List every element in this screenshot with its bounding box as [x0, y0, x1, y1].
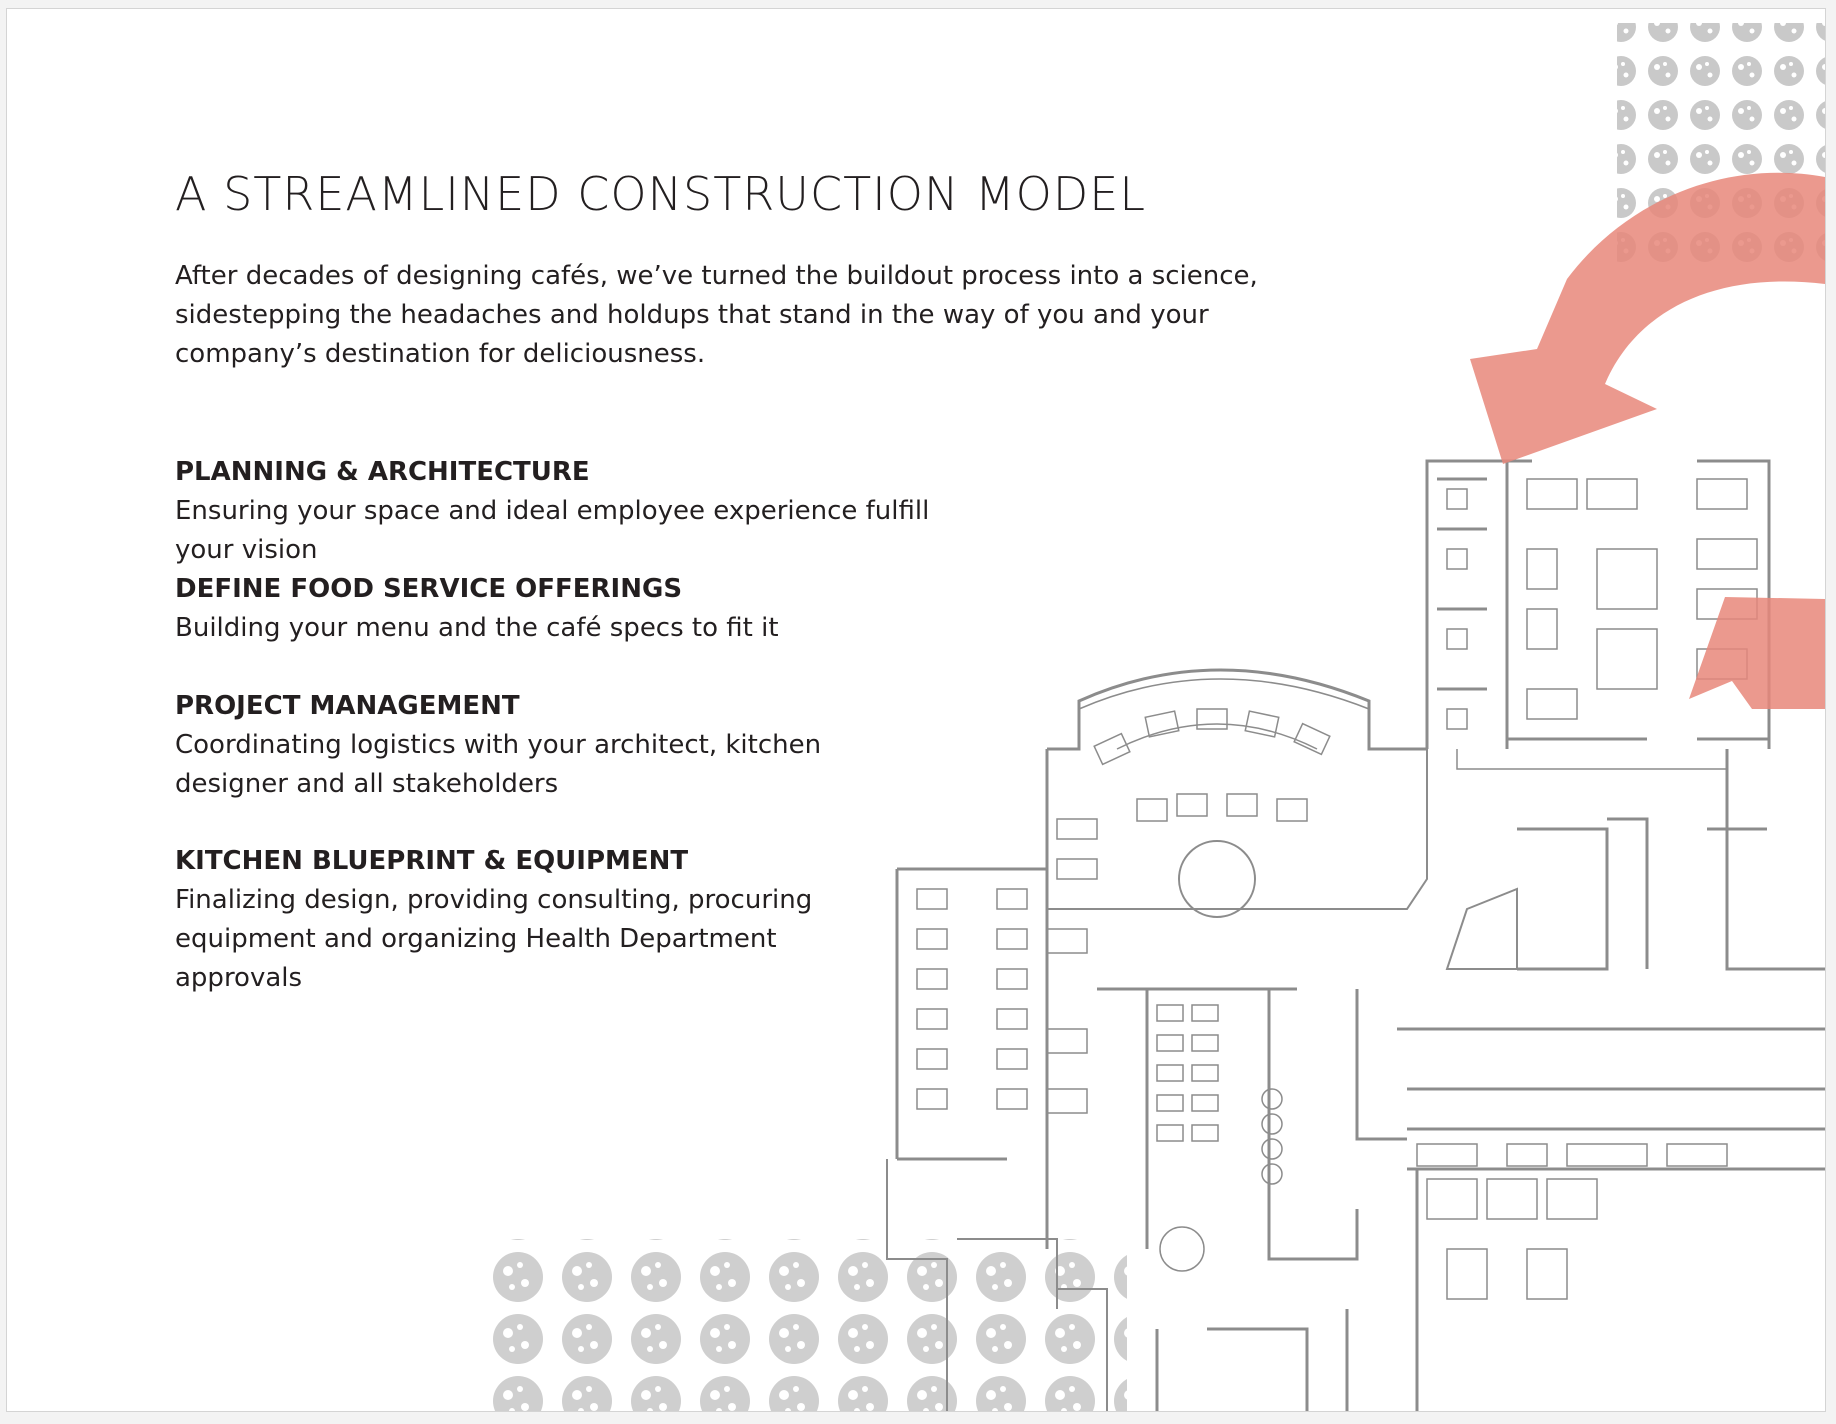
section-description: Building your menu and the café specs to fit it: [175, 613, 779, 643]
section-food-service-offerings: [175, 570, 935, 648]
section-heading: PROJECT MANAGEMENT: [175, 691, 520, 721]
page-title: A STREAMLINED CONSTRUCTION MODEL: [175, 167, 1146, 221]
section-description: Finalizing design, providing consulting, procuring equipment and organizing Health Department approvals: [175, 885, 813, 993]
brochure-page: [6, 8, 1826, 1412]
section-heading: DEFINE FOOD SERVICE OFFERINGS: [175, 574, 683, 604]
section-project-management: [175, 687, 875, 804]
section-heading: KITCHEN BLUEPRINT & EQUIPMENT: [175, 846, 689, 876]
intro-paragraph: After decades of designing cafés, we’ve turned the buildout process into a science, sidestepping the headaches and holdups that stand in the way of you and your company’s destination for deliciousness.: [175, 261, 1258, 369]
section-planning-architecture: [175, 453, 935, 570]
section-kitchen-blueprint-equipment: [175, 842, 815, 998]
section-description: Coordinating logistics with your architect, kitchen designer and all stakeholders: [175, 730, 822, 799]
section-heading: PLANNING & ARCHITECTURE: [175, 457, 590, 487]
section-description: Ensuring your space and ideal employee experience fulfill your vision: [175, 496, 930, 565]
dot-pattern-bottom: [477, 1239, 1127, 1411]
